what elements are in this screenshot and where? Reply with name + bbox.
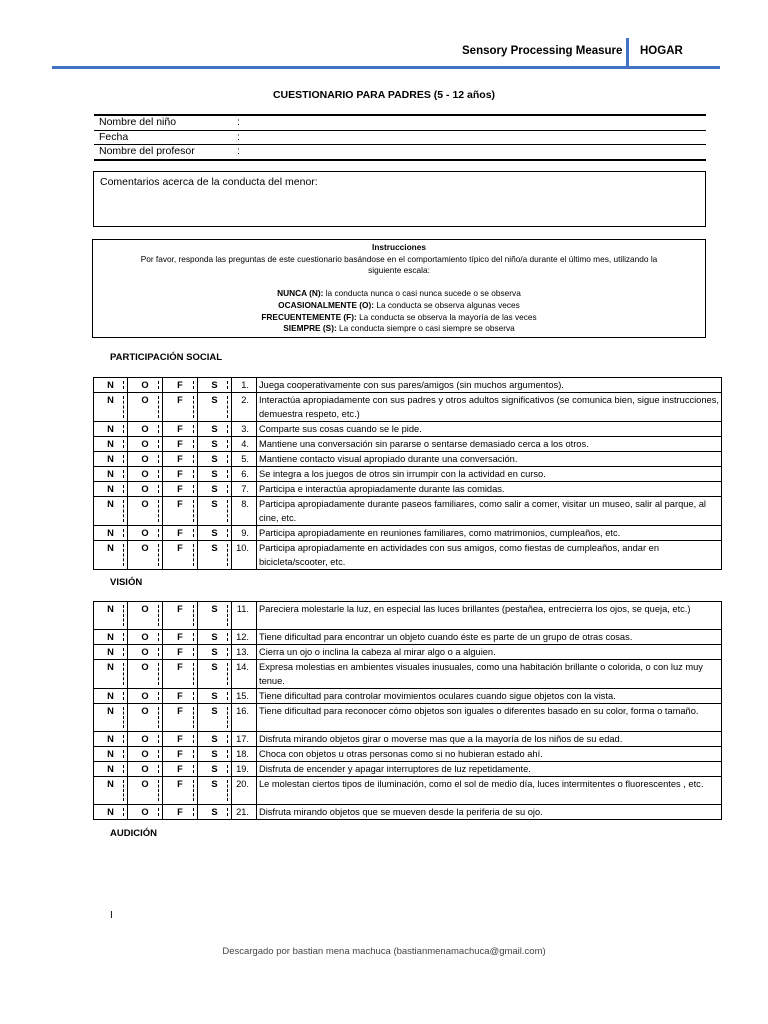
option-o-checkbox[interactable]: O: [128, 602, 163, 630]
option-n-checkbox[interactable]: N: [94, 497, 128, 526]
option-n-checkbox[interactable]: N: [94, 437, 128, 452]
question-number: 1.: [232, 378, 257, 393]
question-text: Choca con objetos u otras personas como si no hubieran estado ahí.: [257, 747, 722, 762]
option-s-checkbox[interactable]: S: [198, 689, 232, 704]
option-f-checkbox[interactable]: F: [163, 452, 198, 467]
option-n-checkbox[interactable]: N: [94, 660, 128, 689]
question-number: 7.: [232, 482, 257, 497]
instructions-intro: Por favor, responda las preguntas de este cuestionario basándose en el comportamiento típico del niño/a durante el último mes, utilizando la: [140, 253, 658, 264]
option-o-checkbox[interactable]: O: [128, 437, 163, 452]
option-s-checkbox[interactable]: S: [198, 602, 232, 630]
field-date[interactable]: [94, 131, 706, 146]
question-row: [94, 437, 722, 452]
option-o-checkbox[interactable]: O: [128, 645, 163, 660]
field-colon: :: [237, 130, 240, 143]
option-f-checkbox[interactable]: F: [163, 467, 198, 482]
comments-box[interactable]: [93, 171, 706, 227]
option-s-checkbox[interactable]: S: [198, 452, 232, 467]
instructions-box: [92, 239, 706, 338]
comments-label: Comentarios acerca de la conducta del menor:: [100, 176, 318, 188]
question-number: 15.: [232, 689, 257, 704]
option-f-checkbox[interactable]: F: [163, 689, 198, 704]
question-row: [94, 602, 722, 630]
question-text: Le molestan ciertos tipos de iluminación, como el sol de medio día, luces intermitentes o fluorescentes , etc.: [257, 777, 722, 805]
question-text: Expresa molestias en ambientes visuales inusuales, como una habitación brillante o colorida, o con luz muy tenue.: [257, 660, 722, 689]
option-n-checkbox[interactable]: N: [94, 602, 128, 630]
question-number: 18.: [232, 747, 257, 762]
question-row: [94, 660, 722, 689]
question-number: 6.: [232, 467, 257, 482]
option-s-checkbox[interactable]: S: [198, 660, 232, 689]
info-fields: [94, 114, 706, 161]
option-o-checkbox[interactable]: O: [128, 777, 163, 805]
instructions-intro-cont: siguiente escala:: [368, 265, 430, 276]
question-text: Participa apropiadamente en reuniones familiares, como matrimonios, cumpleaños, etc.: [257, 526, 722, 541]
question-text: Tiene dificultad para encontrar un objeto cuando éste es parte de un grupo de otras cosas.: [257, 630, 722, 645]
scale-key: SIEMPRE (S):: [283, 323, 337, 334]
question-row: [94, 452, 722, 467]
question-row: [94, 526, 722, 541]
option-s-checkbox[interactable]: S: [198, 747, 232, 762]
option-o-checkbox[interactable]: O: [128, 497, 163, 526]
question-text: Participa e interactúa apropiadamente durante las comidas.: [257, 482, 722, 497]
question-number: 9.: [232, 526, 257, 541]
question-row: [94, 747, 722, 762]
option-f-checkbox[interactable]: F: [163, 732, 198, 747]
option-o-checkbox[interactable]: O: [128, 704, 163, 732]
option-s-checkbox[interactable]: S: [198, 732, 232, 747]
scale-key: NUNCA (N):: [277, 288, 324, 299]
social-participation-table: [93, 377, 722, 570]
option-s-checkbox[interactable]: S: [198, 482, 232, 497]
option-s-checkbox[interactable]: S: [198, 805, 232, 820]
option-f-checkbox[interactable]: F: [163, 805, 198, 820]
field-colon: :: [237, 116, 240, 128]
option-f-checkbox[interactable]: F: [163, 602, 198, 630]
questionnaire-title: CUESTIONARIO PARA PADRES (5 - 12 años): [272, 89, 496, 101]
scale-key: OCASIONALMENTE (O):: [278, 299, 375, 310]
option-o-checkbox[interactable]: O: [128, 422, 163, 437]
option-f-checkbox[interactable]: F: [163, 630, 198, 645]
question-row: [94, 541, 722, 570]
option-o-checkbox[interactable]: O: [128, 762, 163, 777]
question-text: Pareciera molestarle la luz, en especial las luces brillantes (pestañea, entrecierra los ojos, se queja, etc.): [257, 602, 722, 630]
field-label: Fecha: [99, 130, 129, 143]
option-s-checkbox[interactable]: S: [198, 497, 232, 526]
scale-occasionally: [93, 300, 705, 312]
field-label: Nombre del profesor: [99, 145, 195, 157]
question-number: 11.: [232, 602, 257, 630]
section-title-vision: VISIÓN: [110, 577, 143, 588]
option-o-checkbox[interactable]: O: [128, 541, 163, 570]
option-f-checkbox[interactable]: F: [163, 378, 198, 393]
scale-frequently: [93, 312, 705, 324]
field-teacher-name[interactable]: [94, 145, 706, 161]
question-row: [94, 482, 722, 497]
option-n-checkbox[interactable]: N: [94, 747, 128, 762]
vision-table: [93, 601, 722, 820]
option-o-checkbox[interactable]: O: [128, 378, 163, 393]
document-header-tag: HOGAR: [640, 45, 683, 57]
question-row: [94, 645, 722, 660]
option-f-checkbox[interactable]: F: [163, 526, 198, 541]
header-separator: [626, 38, 629, 66]
question-row: [94, 805, 722, 820]
option-n-checkbox[interactable]: N: [94, 645, 128, 660]
option-f-checkbox[interactable]: F: [163, 777, 198, 805]
scale-desc: La conducta siempre o casi siempre se observa: [336, 323, 515, 334]
option-f-checkbox[interactable]: F: [163, 497, 198, 526]
scale-desc: La conducta se observa la mayoría de las veces: [356, 311, 537, 322]
stray-mark: I: [110, 910, 113, 921]
section-title-social: PARTICIPACIÓN SOCIAL: [110, 352, 223, 363]
question-text: Participa apropiadamente durante paseos familiares, como salir a comer, visitar un museo, salir al parque, al cine, etc.: [257, 497, 722, 526]
option-n-checkbox[interactable]: N: [94, 630, 128, 645]
question-text: Disfruta de encender y apagar interruptores de luz repetidamente.: [257, 762, 722, 777]
question-row: [94, 467, 722, 482]
option-s-checkbox[interactable]: S: [198, 437, 232, 452]
question-number: 5.: [232, 452, 257, 467]
option-s-checkbox[interactable]: S: [198, 777, 232, 805]
question-text: Participa apropiadamente en actividades con sus amigos, como fiestas de cumpleaños, andar en bicicleta/scooter, etc.: [257, 541, 722, 570]
scale-key: FRECUENTEMENTE (F):: [261, 311, 357, 322]
question-row: [94, 630, 722, 645]
option-o-checkbox[interactable]: O: [128, 805, 163, 820]
header-rule: [52, 66, 720, 69]
option-f-checkbox[interactable]: F: [163, 704, 198, 732]
option-s-checkbox[interactable]: S: [198, 422, 232, 437]
option-n-checkbox[interactable]: N: [94, 689, 128, 704]
instructions-title: Instrucciones: [372, 242, 426, 252]
option-n-checkbox[interactable]: N: [94, 526, 128, 541]
question-row: [94, 393, 722, 422]
option-o-checkbox[interactable]: O: [128, 689, 163, 704]
option-s-checkbox[interactable]: S: [198, 704, 232, 732]
question-text: Cierra un ojo o inclina la cabeza al mirar algo o a alguien.: [257, 645, 722, 660]
question-number: 8.: [232, 497, 257, 526]
question-row: [94, 422, 722, 437]
question-text: Tiene dificultad para controlar movimientos oculares cuando sigue objetos con la vista.: [257, 689, 722, 704]
question-row: [94, 732, 722, 747]
option-o-checkbox[interactable]: O: [128, 732, 163, 747]
option-n-checkbox[interactable]: N: [94, 805, 128, 820]
option-n-checkbox[interactable]: N: [94, 393, 128, 422]
option-o-checkbox[interactable]: O: [128, 482, 163, 497]
option-f-checkbox[interactable]: F: [163, 482, 198, 497]
option-n-checkbox[interactable]: N: [94, 732, 128, 747]
option-f-checkbox[interactable]: F: [163, 645, 198, 660]
question-text: Interactúa apropiadamente con sus padres y otros adultos significativos (se comunica bien, sigue instrucciones, demuestra respeto, etc.): [257, 393, 722, 422]
option-n-checkbox[interactable]: N: [94, 452, 128, 467]
option-n-checkbox[interactable]: N: [94, 467, 128, 482]
option-f-checkbox[interactable]: F: [163, 541, 198, 570]
option-o-checkbox[interactable]: O: [128, 393, 163, 422]
scale-desc: la conducta nunca o casi nunca sucede o se observa: [323, 288, 521, 299]
question-number: 16.: [232, 704, 257, 732]
option-f-checkbox[interactable]: F: [163, 762, 198, 777]
question-number: 19.: [232, 762, 257, 777]
option-n-checkbox[interactable]: N: [94, 762, 128, 777]
option-n-checkbox[interactable]: N: [94, 482, 128, 497]
field-colon: :: [237, 145, 240, 157]
option-n-checkbox[interactable]: N: [94, 704, 128, 732]
question-text: Mantiene contacto visual apropiado durante una conversación.: [257, 452, 722, 467]
option-f-checkbox[interactable]: F: [163, 437, 198, 452]
option-s-checkbox[interactable]: S: [198, 630, 232, 645]
question-row: [94, 689, 722, 704]
document-header-title: Sensory Processing Measure: [462, 45, 623, 57]
question-text: Comparte sus cosas cuando se le pide.: [257, 422, 722, 437]
option-f-checkbox[interactable]: F: [163, 660, 198, 689]
option-n-checkbox[interactable]: N: [94, 378, 128, 393]
option-s-checkbox[interactable]: S: [198, 467, 232, 482]
question-text: Se integra a los juegos de otros sin irrumpir con la actividad en curso.: [257, 467, 722, 482]
question-number: 13.: [232, 645, 257, 660]
option-o-checkbox[interactable]: O: [128, 467, 163, 482]
option-n-checkbox[interactable]: N: [94, 422, 128, 437]
question-row: [94, 762, 722, 777]
question-number: 2.: [232, 393, 257, 422]
option-n-checkbox[interactable]: N: [94, 777, 128, 805]
field-label: Nombre del niño: [99, 116, 177, 128]
question-text: Disfruta mirando objetos girar o moverse mas que a la mayoría de los niños de su edad.: [257, 732, 722, 747]
question-number: 14.: [232, 660, 257, 689]
question-text: Juega cooperativamente con sus pares/amigos (sin muchos argumentos).: [257, 378, 722, 393]
question-number: 21.: [232, 805, 257, 820]
option-o-checkbox[interactable]: O: [128, 630, 163, 645]
question-row: [94, 704, 722, 732]
scale-desc: La conducta se observa algunas veces: [374, 299, 520, 310]
section-title-hearing: AUDICIÓN: [110, 828, 157, 839]
question-row: [94, 497, 722, 526]
option-o-checkbox[interactable]: O: [128, 526, 163, 541]
option-s-checkbox[interactable]: S: [198, 541, 232, 570]
option-f-checkbox[interactable]: F: [163, 422, 198, 437]
question-text: Tiene dificultad para reconocer cómo objetos son iguales o diferentes basado en su color, forma o tamaño.: [257, 704, 722, 732]
option-s-checkbox[interactable]: S: [198, 645, 232, 660]
option-o-checkbox[interactable]: O: [128, 660, 163, 689]
option-s-checkbox[interactable]: S: [198, 526, 232, 541]
download-footer: Descargado por bastian mena machuca (bastianmenamachuca@gmail.com): [222, 946, 546, 957]
option-s-checkbox[interactable]: S: [198, 378, 232, 393]
option-s-checkbox[interactable]: S: [198, 762, 232, 777]
option-s-checkbox[interactable]: S: [198, 393, 232, 422]
question-number: 20.: [232, 777, 257, 805]
option-f-checkbox[interactable]: F: [163, 393, 198, 422]
option-o-checkbox[interactable]: O: [128, 452, 163, 467]
option-f-checkbox[interactable]: F: [163, 747, 198, 762]
question-number: 17.: [232, 732, 257, 747]
question-number: 3.: [232, 422, 257, 437]
option-o-checkbox[interactable]: O: [128, 747, 163, 762]
question-number: 12.: [232, 630, 257, 645]
question-number: 10.: [232, 541, 257, 570]
scale-always: [93, 323, 705, 335]
option-n-checkbox[interactable]: N: [94, 541, 128, 570]
field-child-name[interactable]: [94, 116, 706, 131]
question-number: 4.: [232, 437, 257, 452]
question-row: [94, 378, 722, 393]
question-text: Mantiene una conversación sin pararse o sentarse demasiado cerca a los otros.: [257, 437, 722, 452]
question-text: Disfruta mirando objetos que se mueven desde la periferia de su ojo.: [257, 805, 722, 820]
scale-never: [93, 288, 705, 300]
question-row: [94, 777, 722, 805]
